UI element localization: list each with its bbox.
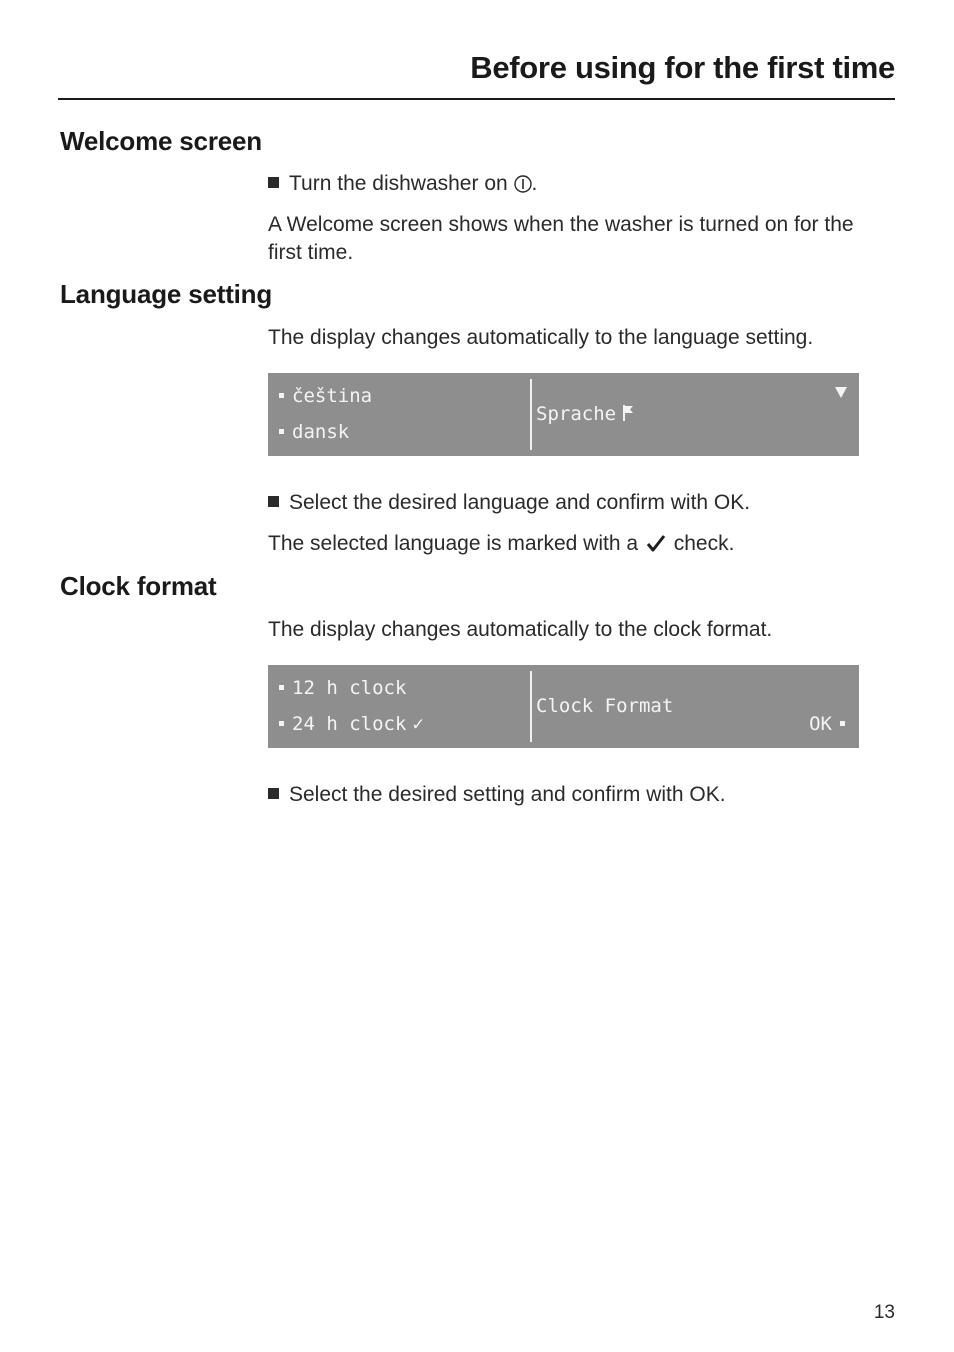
language-option[interactable] — [279, 385, 372, 407]
language-step-text: Select the desired language and confirm with OK. — [289, 491, 751, 514]
welcome-step — [268, 170, 537, 198]
language-note — [268, 530, 878, 558]
language-option-label: čeština — [292, 385, 373, 407]
display-title-text: Sprache — [536, 403, 617, 425]
clock-step — [268, 781, 726, 809]
page-number: 13 — [873, 1302, 895, 1323]
clock-display-panel — [268, 665, 859, 748]
clock-option-label: 12 h clock — [292, 677, 407, 699]
clock-intro: The display changes automatically to the clock format. — [268, 618, 773, 641]
section-heading-welcome: Welcome screen — [60, 126, 262, 156]
clock-option[interactable] — [279, 713, 424, 735]
display-divider — [530, 379, 532, 450]
ok-label: OK — [809, 713, 832, 735]
option-dot-icon — [279, 393, 284, 398]
option-dot-icon — [279, 721, 284, 726]
display-divider — [530, 671, 532, 742]
triangle-down-icon[interactable] — [835, 387, 847, 398]
clock-option-label: 24 h clock — [292, 713, 407, 735]
ok-button[interactable] — [809, 713, 845, 735]
clock-option[interactable] — [279, 677, 406, 699]
option-dot-icon — [279, 429, 284, 434]
language-option-label: dansk — [292, 421, 350, 443]
option-dot-icon — [279, 685, 284, 690]
language-display-panel — [268, 373, 859, 456]
check-icon — [646, 534, 666, 552]
language-step — [268, 489, 750, 517]
welcome-step-text: Turn the dishwasher on — [289, 172, 508, 195]
bullet-square-icon — [268, 496, 279, 507]
language-note-end: check. — [673, 532, 735, 555]
section-heading-clock: Clock format — [60, 571, 217, 601]
welcome-paragraph: A Welcome screen shows when the washer is turned on for the first time. — [268, 213, 854, 264]
language-note-start: The selected language is marked with a — [268, 532, 639, 555]
language-option[interactable] — [279, 421, 349, 443]
bullet-square-icon — [268, 177, 279, 188]
selected-check-mark: ✓ — [412, 713, 424, 735]
power-icon — [514, 175, 532, 193]
section-heading-language: Language setting — [60, 279, 273, 309]
header-rule — [58, 98, 895, 100]
flag-icon — [622, 404, 634, 422]
clock-step-text: Select the desired setting and confirm with OK. — [289, 783, 726, 806]
page-header-title: Before using for the first time — [470, 50, 895, 85]
clock-display-title: Clock Format — [536, 695, 674, 717]
bullet-square-icon — [268, 788, 279, 799]
option-dot-icon — [840, 721, 845, 726]
language-display-title — [536, 403, 634, 425]
language-intro: The display changes automatically to the language setting. — [268, 326, 814, 349]
welcome-step-end: . — [531, 172, 538, 195]
